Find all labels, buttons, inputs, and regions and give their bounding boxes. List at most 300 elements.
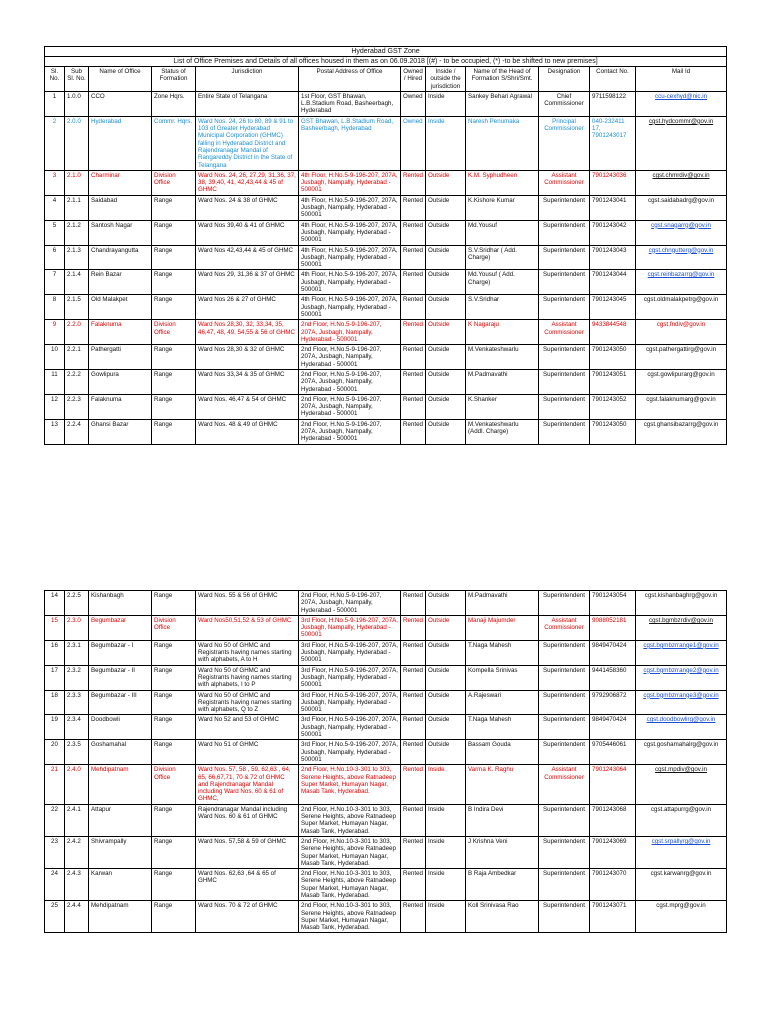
- cell-desig: Superintendent: [539, 869, 590, 901]
- cell-jur: Ward Nos. 46,47 & 54 of GHMC: [196, 394, 299, 419]
- cell-contact: 7901243068: [590, 804, 636, 836]
- cell-status: Range: [152, 715, 196, 740]
- table-row: [45, 640, 727, 665]
- cell-contact: 7901243042: [590, 220, 636, 245]
- cell-inside: Inside: [426, 116, 466, 170]
- cell-addr: 3rd Floor, H.No.5-9-196-207, 207A, Jusbagh, Nampally, Hyderabad - 500001: [299, 665, 401, 690]
- cell-inside: Outside: [426, 615, 466, 640]
- cell-office: Hyderabad: [89, 116, 152, 170]
- table-row: [45, 320, 727, 345]
- cell-status: Range: [152, 195, 196, 220]
- mail-link[interactable]: ccu-cexhyd@nic.in: [636, 91, 727, 116]
- cell-office: Mehdipatnam: [89, 765, 152, 804]
- cell-status: Range: [152, 804, 196, 836]
- mail-link[interactable]: cgst.bgmbzrdiv@gov.in: [636, 615, 727, 640]
- cell-addr: 2nd Floor, H.No.5-9-196-207, 207A, Jusbagh, Nampally, Hyderabad - 500001: [299, 591, 401, 616]
- mail-link[interactable]: cgst.reinbazarrg@gov.in: [636, 270, 727, 295]
- cell-contact: 9441458360: [590, 665, 636, 690]
- cell-jur: Ward Nos 26 & 27 of GHMC: [196, 295, 299, 320]
- cell-inside: Outside: [426, 591, 466, 616]
- cell-inside: Inside: [426, 804, 466, 836]
- cell-mail: cgst.pathergattirg@gov.in: [636, 345, 727, 370]
- cell-desig: Superintendent: [539, 345, 590, 370]
- cell-status: Range: [152, 394, 196, 419]
- cell-status: Range: [152, 245, 196, 270]
- cell-sl: 16: [45, 640, 65, 665]
- cell-owned: Rented: [401, 170, 426, 195]
- table-row: [45, 804, 727, 836]
- cell-inside: Outside: [426, 295, 466, 320]
- cell-sl: 7: [45, 270, 65, 295]
- cell-addr: 4th Floor, H.No.5-9-196-207, 207A, Jusbagh, Nampally, Hyderabad - 500001: [299, 195, 401, 220]
- cell-desig: Superintendent: [539, 419, 590, 444]
- cell-sub: 2.4.3: [65, 869, 89, 901]
- cell-head: Bassam Gouda: [466, 740, 539, 765]
- cell-desig: Assistant Commissioner: [539, 320, 590, 345]
- cell-contact: 7901243043: [590, 245, 636, 270]
- cell-desig: Assistant Commissioner: [539, 765, 590, 804]
- cell-head: J Krishna Veni: [466, 836, 539, 868]
- cell-desig: Superintendent: [539, 394, 590, 419]
- cell-desig: Principal Commissioner: [539, 116, 590, 170]
- cell-status: Range: [152, 369, 196, 394]
- cell-jur: Ward Nos 29, 31,36 & 37 of GHMC: [196, 270, 299, 295]
- cell-head: Koll Srinivasa Rao: [466, 901, 539, 933]
- table-row: [45, 690, 727, 715]
- cell-jur: Rajendranagar Mandal including Ward Nos. 60 & 61 of GHMC: [196, 804, 299, 836]
- cell-contact: 7901243050: [590, 419, 636, 444]
- cell-inside: Outside: [426, 715, 466, 740]
- cell-mail: cgst.fndiv@gov.in: [636, 320, 727, 345]
- cell-office: Doodbowli: [89, 715, 152, 740]
- cell-owned: Rented: [401, 615, 426, 640]
- cell-sub: 2.3.1: [65, 640, 89, 665]
- cell-office: Karwan: [89, 869, 152, 901]
- cell-desig: Superintendent: [539, 270, 590, 295]
- header-cell: Designation: [539, 67, 590, 92]
- cell-jur: Entire State of Telangana: [196, 91, 299, 116]
- cell-sub: 2.3.4: [65, 715, 89, 740]
- cell-sl: 18: [45, 690, 65, 715]
- cell-jur: Ward Nos. 70 & 72 of GHMC: [196, 901, 299, 933]
- cell-status: Range: [152, 665, 196, 690]
- cell-inside: Inside: [426, 901, 466, 933]
- cell-mail: cgst.oldmalakpetrg@gov.in: [636, 295, 727, 320]
- cell-sub: 2.4.2: [65, 836, 89, 868]
- cell-head: Kompella Srinivas: [466, 665, 539, 690]
- cell-head: K.Kishore Kumar: [466, 195, 539, 220]
- cell-addr: 4th Floor, H.No.5-9-196-207, 207A, Jusbagh, Nampally, Hyderabad - 500001: [299, 220, 401, 245]
- cell-jur: Ward Nos 42,43,44 & 45 of GHMC: [196, 245, 299, 270]
- cell-addr: 2nd Floor, H.No.5-9-196-207, 207A, Jusbagh, Nampally, Hyderabad - 500001: [299, 369, 401, 394]
- cell-inside: Outside: [426, 170, 466, 195]
- table-row: [45, 740, 727, 765]
- cell-desig: Superintendent: [539, 690, 590, 715]
- header-cell: Name of the Head of Formation S/Shri/Smt.: [466, 67, 539, 92]
- cell-status: Range: [152, 220, 196, 245]
- cell-owned: Rented: [401, 345, 426, 370]
- cell-head: S.V.Sridhar: [466, 295, 539, 320]
- cell-office: Attapur: [89, 804, 152, 836]
- cell-jur: Ward Nos 39,40 & 41 of GHMC: [196, 220, 299, 245]
- cell-sl: 24: [45, 869, 65, 901]
- cell-desig: Superintendent: [539, 245, 590, 270]
- table-row: [45, 615, 727, 640]
- cell-addr: 2nd Floor, H.No.5-9-196-207, 207A, Jusbagh, Nampally, Hyderabad - 500001: [299, 419, 401, 444]
- cell-owned: Rented: [401, 245, 426, 270]
- cell-contact: 7901243064: [590, 765, 636, 804]
- table-row: [45, 715, 727, 740]
- cell-mail: cgst.attapurrg@gov.in: [636, 804, 727, 836]
- cell-sub: 1.0.0: [65, 91, 89, 116]
- cell-owned: Rented: [401, 690, 426, 715]
- cell-owned: Rented: [401, 295, 426, 320]
- cell-sl: 9: [45, 320, 65, 345]
- header-cell: Contact No.: [590, 67, 636, 92]
- table-row: [45, 170, 727, 195]
- cell-sub: 2.4.4: [65, 901, 89, 933]
- cell-head: Varma K. Raghu: [466, 765, 539, 804]
- cell-inside: Outside: [426, 195, 466, 220]
- cell-jur: Ward Nos. 57,58 & 59 of GHMC: [196, 836, 299, 868]
- cell-inside: Outside: [426, 270, 466, 295]
- table-row: [45, 245, 727, 270]
- cell-jur: Ward Nos. 57, 58 , 59, 62,63 , 64, 65, 66,67,71, 70 & 72 of GHMC and Rajendranagar Mandal including Ward Nos. 60 & 61 of GHMC,: [196, 765, 299, 804]
- cell-sub: 2.4.0: [65, 765, 89, 804]
- cell-sub: 2.1.0: [65, 170, 89, 195]
- cell-addr: 4th Floor, H.No.5-9-196-207, 207A, Jusbagh, Nampally, Hyderabad - 500001: [299, 270, 401, 295]
- cell-status: Range: [152, 869, 196, 901]
- cell-office: Saidabad: [89, 195, 152, 220]
- cell-inside: Inside: [426, 765, 466, 804]
- cell-mail: cgst.gowlipurarg@gov.in: [636, 369, 727, 394]
- cell-contact: 7901243054: [590, 591, 636, 616]
- header-cell: Sub Sl. No.: [65, 67, 89, 92]
- cell-sl: 17: [45, 665, 65, 690]
- mail-link[interactable]: cgst.bgmbzrrange1@gov.in: [636, 640, 727, 665]
- cell-head: K.M. Syphudheen: [466, 170, 539, 195]
- table-row: [45, 394, 727, 419]
- cell-head: Md.Yousuf: [466, 220, 539, 245]
- cell-inside: Inside: [426, 836, 466, 868]
- cell-head: T.Naga Mahesh: [466, 640, 539, 665]
- cell-sl: 23: [45, 836, 65, 868]
- cell-sub: 2.3.5: [65, 740, 89, 765]
- cell-jur: Ward Nos. 55 & 56 of GHMC: [196, 591, 299, 616]
- mail-link[interactable]: cgst.doodbowlirg@gov.in: [636, 715, 727, 740]
- cell-addr: 3rd Floor, H.No.5-9-196-207, 207A, Jusbagh, Nampally, Hyderabad - 500001: [299, 715, 401, 740]
- cell-addr: 3rd Floor, H.No.5-9-196-207, 207A, Jusbagh, Nampally, Hyderabad - 500001: [299, 615, 401, 640]
- cell-office: Old Malakpet: [89, 295, 152, 320]
- cell-status: Division Office: [152, 765, 196, 804]
- cell-owned: Rented: [401, 765, 426, 804]
- cell-contact: 9849470424: [590, 640, 636, 665]
- mail-link[interactable]: cgst.chngutterg@gov.in: [636, 245, 727, 270]
- cell-sl: 10: [45, 345, 65, 370]
- header-cell: Name of Office: [89, 67, 152, 92]
- cell-office: Begumbazar: [89, 615, 152, 640]
- cell-head: M.Padmavathi: [466, 369, 539, 394]
- cell-addr: 2nd Floor, H.No.10-3-301 to 303, Serene Heights, above Ratnadeep Super Market, Humayan Nagar, Masab Tank, Hyderabad.: [299, 901, 401, 933]
- cell-desig: Superintendent: [539, 836, 590, 868]
- cell-sub: 2.3.0: [65, 615, 89, 640]
- cell-desig: Superintendent: [539, 640, 590, 665]
- cell-inside: Outside: [426, 740, 466, 765]
- cell-addr: 4th Floor, H.No.5-9-196-207, 207A, Jusbagh, Nampally, Hyderabad - 500001: [299, 245, 401, 270]
- cell-sub: 2.1.5: [65, 295, 89, 320]
- cell-sl: 11: [45, 369, 65, 394]
- cell-addr: 3rd Floor, H.No.5-9-196-207, 207A, Jusbagh, Nampally, Hyderabad - 500001: [299, 740, 401, 765]
- cell-head: S.V.Sridhar ( Add. Charge): [466, 245, 539, 270]
- mail-link[interactable]: cgst.bgmbzrrange2@gov.in: [636, 665, 727, 690]
- cell-sub: 2.2.3: [65, 394, 89, 419]
- cell-jur: Ward No 50 of GHMC and Registrants having names starting with alphabets, Q to Z: [196, 690, 299, 715]
- cell-jur: Ward Nos50,51,52 & 53 of GHMC: [196, 615, 299, 640]
- cell-sub: 2.2.4: [65, 419, 89, 444]
- cell-contact: 7901243036: [590, 170, 636, 195]
- cell-status: Range: [152, 836, 196, 868]
- cell-sl: 6: [45, 245, 65, 270]
- cell-sl: 8: [45, 295, 65, 320]
- cell-desig: Superintendent: [539, 220, 590, 245]
- cell-sl: 15: [45, 615, 65, 640]
- cell-head: M.Padmavathi: [466, 591, 539, 616]
- table-row: [45, 665, 727, 690]
- cell-office: Santosh Nagar: [89, 220, 152, 245]
- cell-sub: 2.0.0: [65, 116, 89, 170]
- cell-owned: Rented: [401, 740, 426, 765]
- cell-office: Begumbazar - II: [89, 665, 152, 690]
- cell-addr: 3rd Floor, H.No.5-9-196-207, 207A, Jusbagh, Nampally, Hyderabad - 500001: [299, 690, 401, 715]
- cell-head: Naresh Penumaka: [466, 116, 539, 170]
- cell-status: Range: [152, 270, 196, 295]
- cell-owned: Rented: [401, 804, 426, 836]
- cell-addr: 2nd Floor, H.No.10-3-301 to 303, Serene Heights, above Ratnadeep Super Market, Humayan Nagar, Masab Tank, Hyderabad.: [299, 836, 401, 868]
- cell-owned: Rented: [401, 640, 426, 665]
- cell-contact: 7901243071: [590, 901, 636, 933]
- cell-sl: 4: [45, 195, 65, 220]
- cell-status: Range: [152, 901, 196, 933]
- cell-owned: Rented: [401, 320, 426, 345]
- cell-sub: 2.3.2: [65, 665, 89, 690]
- cell-office: Begumbazar - I: [89, 640, 152, 665]
- cell-sub: 2.2.0: [65, 320, 89, 345]
- header-cell: Sl. No.: [45, 67, 65, 92]
- cell-inside: Outside: [426, 345, 466, 370]
- cell-status: Division Office: [152, 170, 196, 195]
- cell-status: Division Office: [152, 320, 196, 345]
- cell-office: Chandrayangutta: [89, 245, 152, 270]
- cell-status: Range: [152, 419, 196, 444]
- mail-link[interactable]: cgst.hydcommr@gov.in: [636, 116, 727, 170]
- cell-office: Shivrampally: [89, 836, 152, 868]
- cell-jur: Ward Nos. 62,63 ,64 & 65 of GHMC: [196, 869, 299, 901]
- cell-inside: Outside: [426, 220, 466, 245]
- cell-inside: Outside: [426, 320, 466, 345]
- cell-sl: 25: [45, 901, 65, 933]
- mail-link[interactable]: cgst.chmrdiv@gov.in: [636, 170, 727, 195]
- table-row: [45, 195, 727, 220]
- cell-desig: Superintendent: [539, 901, 590, 933]
- cell-desig: Superintendent: [539, 740, 590, 765]
- cell-status: Range: [152, 740, 196, 765]
- cell-sl: 13: [45, 419, 65, 444]
- cell-sl: 5: [45, 220, 65, 245]
- table-row: [45, 836, 727, 868]
- cell-inside: Outside: [426, 665, 466, 690]
- cell-jur: Ward Nos 28,30, 32, 33,34, 35, 46,47, 48, 49, 54,55 & 56 of GHMC: [196, 320, 299, 345]
- cell-sl: 1: [45, 91, 65, 116]
- header-cell: Jurisdiction: [196, 67, 299, 92]
- cell-sl: 3: [45, 170, 65, 195]
- table-row: [45, 765, 727, 804]
- cell-addr: 2nd Floor, H.No.10-3-301 to 303, Serene Heights, above Ratnadeep Super Market, Humayan Nagar, Masab Tank, Hyderabad.: [299, 804, 401, 836]
- header-cell: Postal Address of Office: [299, 67, 401, 92]
- table-row: [45, 901, 727, 933]
- cell-sl: 22: [45, 804, 65, 836]
- cell-status: Range: [152, 640, 196, 665]
- cell-owned: Rented: [401, 195, 426, 220]
- cell-contact: 9433844548: [590, 320, 636, 345]
- office-table-page-2: [44, 590, 727, 933]
- cell-office: Begumbazar - III: [89, 690, 152, 715]
- cell-sl: 14: [45, 591, 65, 616]
- cell-contact: 7901243045: [590, 295, 636, 320]
- cell-owned: Rented: [401, 869, 426, 901]
- cell-jur: Ward Nos. 24 & 38 of GHMC: [196, 195, 299, 220]
- cell-sl: 21: [45, 765, 65, 804]
- cell-contact: 7901243050: [590, 345, 636, 370]
- cell-mail: cgst.saidabadrg@gov.in: [636, 195, 727, 220]
- cell-head: A.Rajeswari: [466, 690, 539, 715]
- cell-inside: Outside: [426, 419, 466, 444]
- header-cell: Status of Formation: [152, 67, 196, 92]
- cell-owned: Rented: [401, 591, 426, 616]
- cell-contact: 7901243044: [590, 270, 636, 295]
- cell-addr: 2nd Floor, H.No.5-9-196-207, 207A, Jusbagh, Nampally, Hyderabad - 500001: [299, 394, 401, 419]
- cell-head: M.Venkateshwarlu: [466, 345, 539, 370]
- cell-addr: GST Bhawan, L.B.Stadium Road, Basheerbagh, Hyderabad: [299, 116, 401, 170]
- cell-inside: Inside: [426, 869, 466, 901]
- cell-addr: 4th Floor, H.No.5-9-196-207, 207A, Jusbagh, Nampally, Hyderabad - 500001: [299, 170, 401, 195]
- cell-sl: 20: [45, 740, 65, 765]
- table-row: [45, 91, 727, 116]
- cell-inside: Inside: [426, 91, 466, 116]
- cell-status: Range: [152, 591, 196, 616]
- cell-contact: 9792906872: [590, 690, 636, 715]
- cell-owned: Rented: [401, 394, 426, 419]
- cell-inside: Outside: [426, 640, 466, 665]
- cell-sub: 2.2.5: [65, 591, 89, 616]
- cell-office: Mehdipatnam: [89, 901, 152, 933]
- page-title: Hyderabad GST Zone: [45, 47, 727, 57]
- cell-contact: 9711598122: [590, 91, 636, 116]
- cell-owned: Rented: [401, 901, 426, 933]
- cell-jur: Ward Nos 33,34 & 35 of GHMC: [196, 369, 299, 394]
- cell-head: B Indira Devi: [466, 804, 539, 836]
- cell-desig: Superintendent: [539, 195, 590, 220]
- cell-jur: Ward No 52 and 53 of GHMC: [196, 715, 299, 740]
- cell-desig: Chief Commissioner: [539, 91, 590, 116]
- table-row: [45, 220, 727, 245]
- cell-office: Charminar: [89, 170, 152, 195]
- table-row: [45, 369, 727, 394]
- mail-link[interactable]: cgst.bgmbzrrange3@gov.in: [636, 690, 727, 715]
- cell-sl: 2: [45, 116, 65, 170]
- cell-desig: Superintendent: [539, 591, 590, 616]
- cell-owned: Rented: [401, 665, 426, 690]
- cell-jur: Ward No 50 of GHMC and Registrants having names starting with alphabets, A to H: [196, 640, 299, 665]
- cell-head: Md.Yousuf ( Add. Charge): [466, 270, 539, 295]
- mail-link[interactable]: cgst.mpdiv@gov.in: [636, 765, 727, 804]
- cell-addr: 1st Floor, GST Bhawan, L.B.Stadium Road, Basheerbagh, Hyderabad: [299, 91, 401, 116]
- cell-contact: 7901243052: [590, 394, 636, 419]
- cell-status: Range: [152, 345, 196, 370]
- cell-addr: 2nd Floor, H.No.5-9-196-207, 207A, Jusbagh, Nampally, Hyderabad - 500001: [299, 320, 401, 345]
- mail-link[interactable]: cgst.srpallyrg@gov.in: [636, 836, 727, 868]
- cell-mail: cgst.kishanbaghrg@gov.in: [636, 591, 727, 616]
- cell-office: Pathergatti: [89, 345, 152, 370]
- cell-owned: Rented: [401, 270, 426, 295]
- cell-inside: Outside: [426, 245, 466, 270]
- cell-mail: cgst.mprg@gov.in: [636, 901, 727, 933]
- cell-office: Falaknuma: [89, 320, 152, 345]
- cell-addr: 2nd Floor, H.No.10-3-301 to 303, Serene Heights, above Ratnadeep Super Market, Humayan Nagar, Masab Tank, Hyderabad.: [299, 765, 401, 804]
- cell-desig: Superintendent: [539, 369, 590, 394]
- cell-head: K.Shanker: [466, 394, 539, 419]
- cell-status: Zone Hqrs.: [152, 91, 196, 116]
- cell-jur: Ward No 51 of GHMC: [196, 740, 299, 765]
- cell-mail: cgst.goshamahalrg@gov.in: [636, 740, 727, 765]
- cell-sub: 2.2.1: [65, 345, 89, 370]
- cell-sub: 2.2.2: [65, 369, 89, 394]
- cell-contact: 7901243041: [590, 195, 636, 220]
- table-row: [45, 591, 727, 616]
- cell-contact: 9705446061: [590, 740, 636, 765]
- table-row: [45, 295, 727, 320]
- table-row: [45, 869, 727, 901]
- header-cell: Owned/ Hired: [401, 67, 426, 92]
- cell-jur: Ward Nos. 48 & 49 of GHMC: [196, 419, 299, 444]
- cell-status: Range: [152, 295, 196, 320]
- table-row: [45, 419, 727, 444]
- cell-contact: 9849470424: [590, 715, 636, 740]
- cell-inside: Outside: [426, 690, 466, 715]
- cell-desig: Superintendent: [539, 804, 590, 836]
- cell-head: Sankey Behari Agrawal: [466, 91, 539, 116]
- cell-office: Goshamahal: [89, 740, 152, 765]
- cell-owned: Rented: [401, 836, 426, 868]
- cell-desig: Assistant Commissioner: [539, 170, 590, 195]
- cell-jur: Ward Nos. 24, 26 to 80, 89 & 91 to 103 of Greater Hyderabad Municipal Corporation (GHMC) falling in Hyderabad District and Rajendranagar Mandal of Rangareddy District in the State of Telangana: [196, 116, 299, 170]
- mail-link[interactable]: cgst.snagarrg@gov.in: [636, 220, 727, 245]
- cell-desig: Superintendent: [539, 295, 590, 320]
- cell-head: B Raja Ambedkar: [466, 869, 539, 901]
- cell-head: Manaji Majumder: [466, 615, 539, 640]
- cell-desig: Superintendent: [539, 715, 590, 740]
- cell-mail: cgst.falaknumarg@gov.in: [636, 394, 727, 419]
- cell-head: M.Venkateshwarlu (Addl. Charge): [466, 419, 539, 444]
- cell-owned: Rented: [401, 715, 426, 740]
- cell-sub: 2.1.2: [65, 220, 89, 245]
- header-cell: Inside / outside the jurisdiction: [426, 67, 466, 92]
- cell-status: Commr. Hqrs.: [152, 116, 196, 170]
- cell-status: Range: [152, 690, 196, 715]
- cell-contact: 040-232411 17, 7901243017: [590, 116, 636, 170]
- cell-contact: 7901243070: [590, 869, 636, 901]
- cell-head: K Nagaraju: [466, 320, 539, 345]
- cell-sub: 2.4.1: [65, 804, 89, 836]
